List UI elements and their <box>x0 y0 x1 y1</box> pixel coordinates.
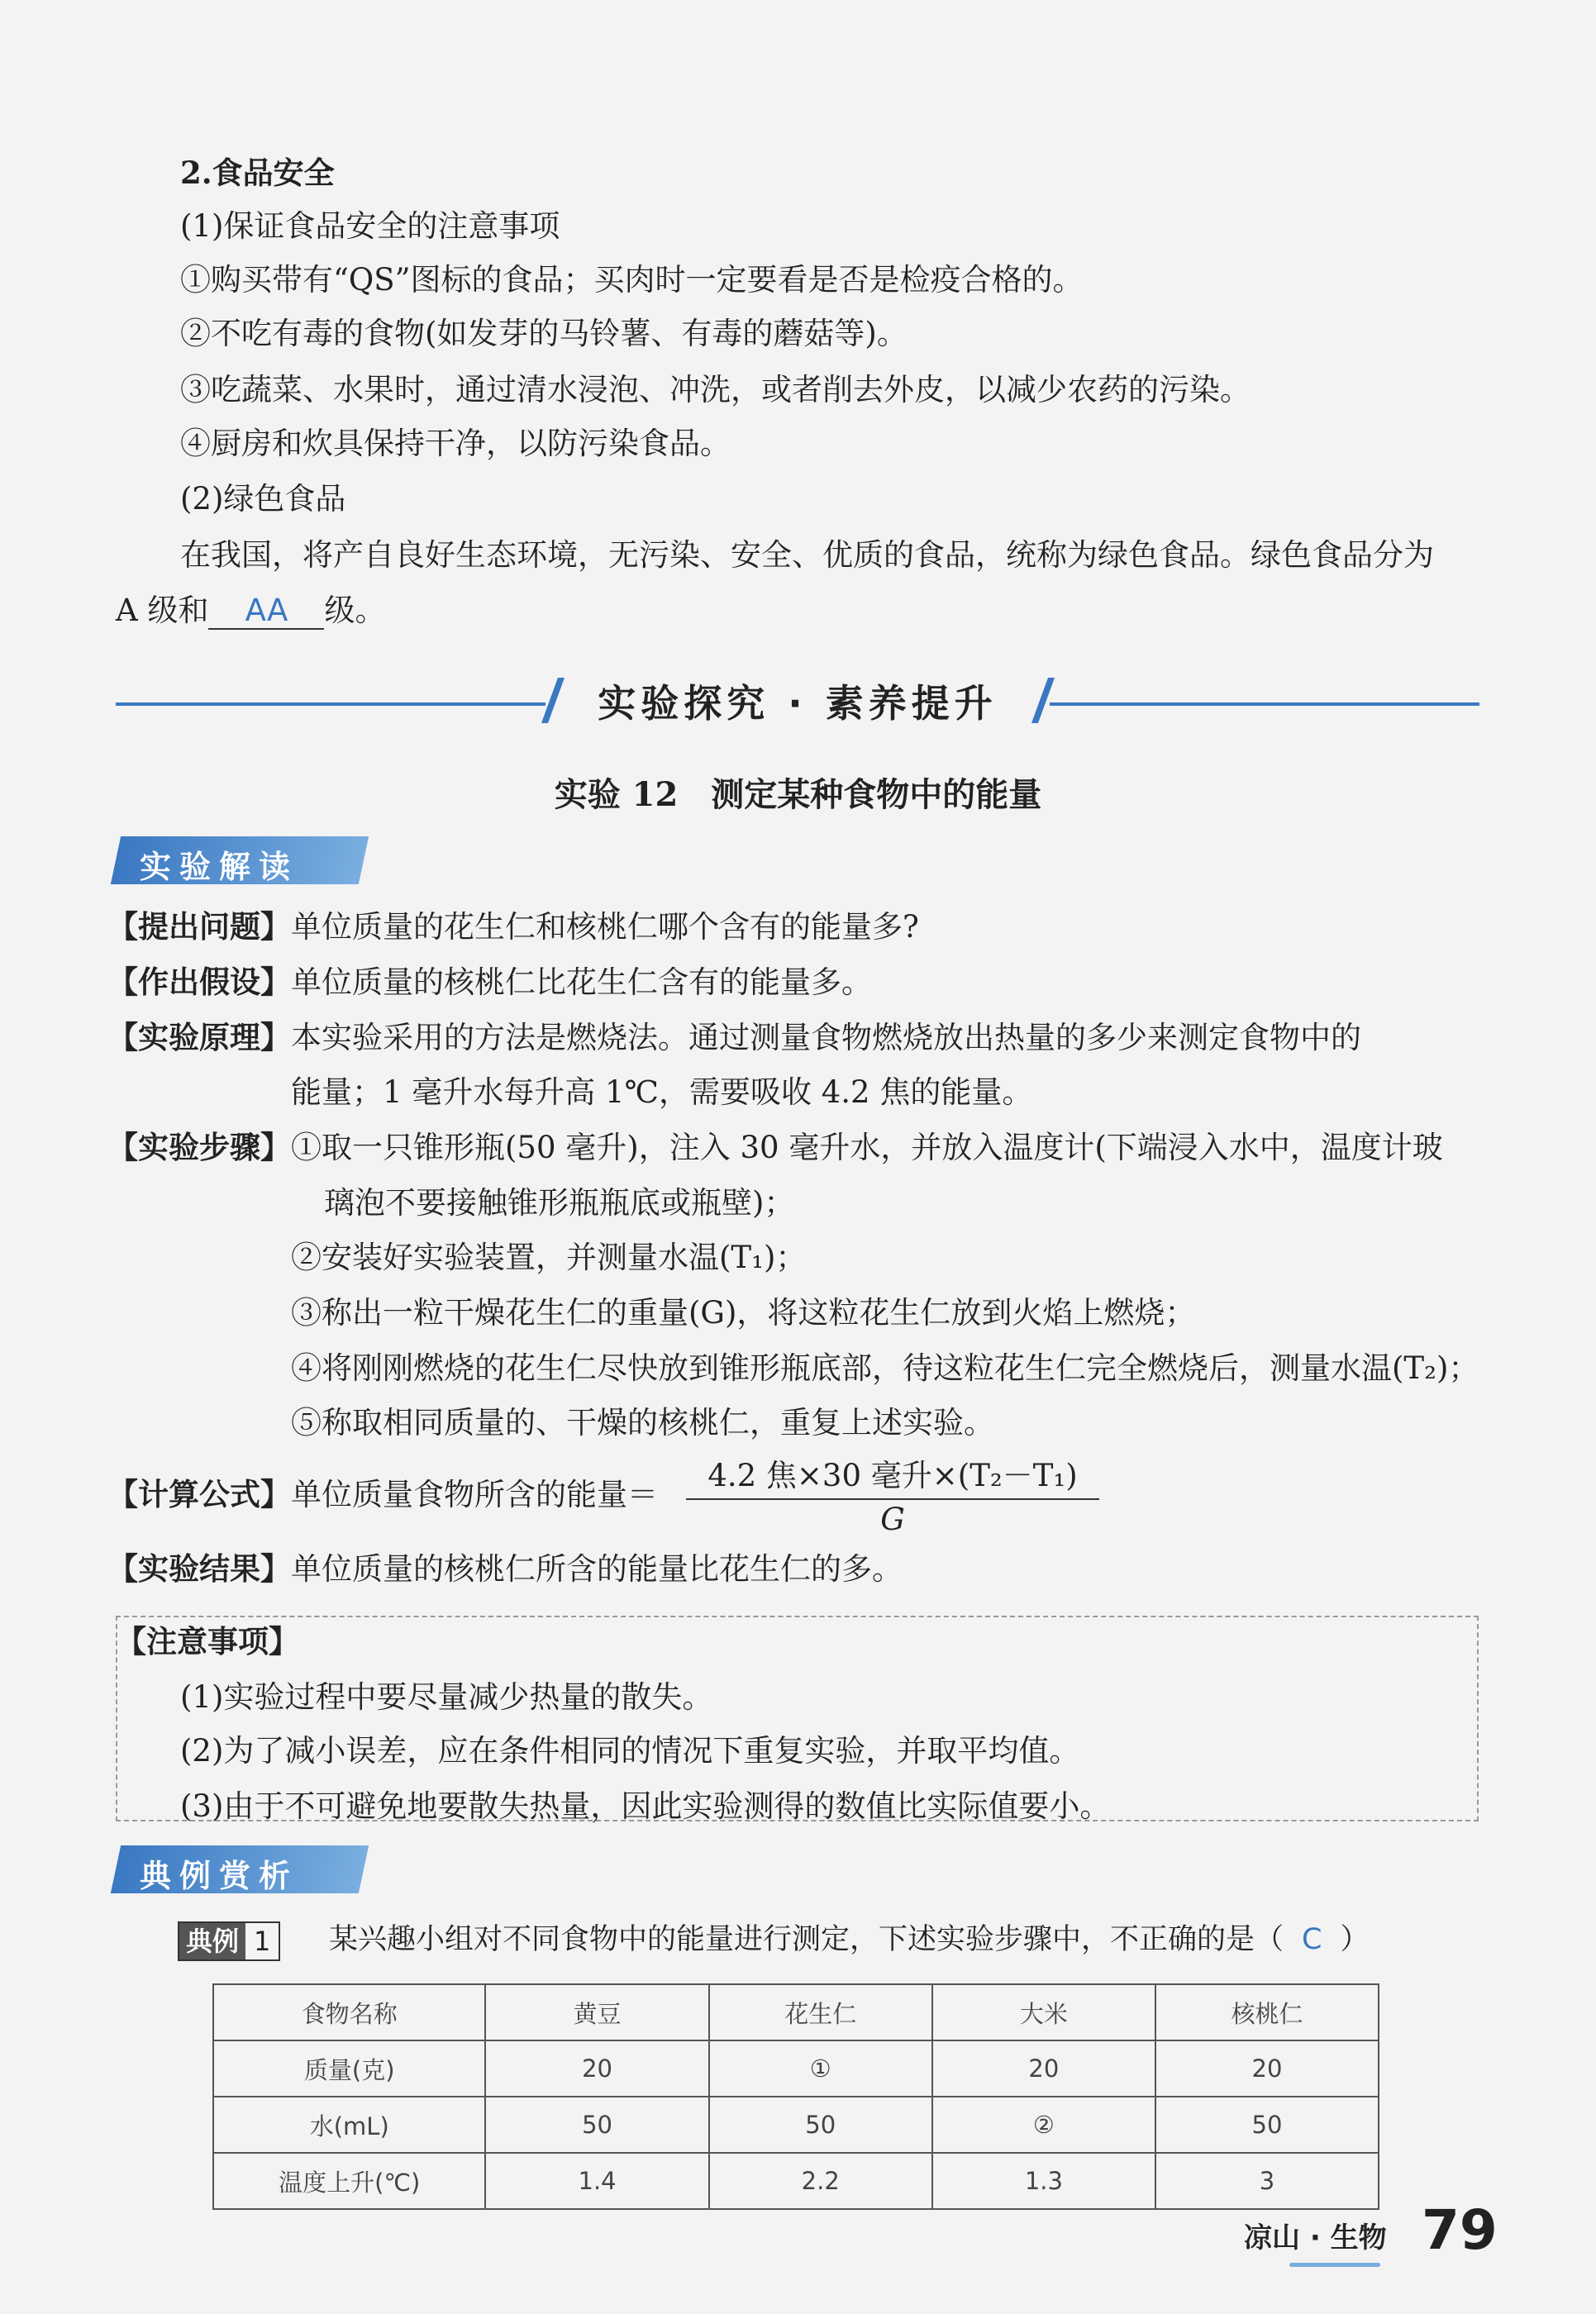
example-close-paren: ） <box>1340 1923 1370 1956</box>
table-cell: 1.4 <box>485 2153 708 2209</box>
precaution-item-1: ①购买带有“QS”图标的食品；买肉时一定要看是否是检疫合格的。 <box>180 262 1084 298</box>
banner-line-left <box>116 702 545 706</box>
tag-label: 典例赏析 <box>140 1858 299 1894</box>
label-steps: 【实验步骤】 <box>107 1130 291 1165</box>
table-cell: ① <box>709 2040 932 2097</box>
footer-decoration <box>1289 2263 1380 2267</box>
tag-experiment-interpretation <box>111 836 369 884</box>
banner-line-right <box>1050 702 1479 706</box>
result-text: 单位质量的核桃仁所含的能量比花生仁的多。 <box>291 1551 903 1587</box>
formula-row <box>107 1475 658 1515</box>
label-formula: 【计算公式】 <box>107 1477 291 1512</box>
note-1: (1)实验过程中要尽量减少热量的散失。 <box>180 1679 713 1715</box>
example-badge <box>178 1921 280 1961</box>
example-question-text: 某兴趣小组对不同食物中的能量进行测定，下述实验步骤中，不正确的是（ <box>329 1923 1284 1956</box>
precaution-item-4: ④厨房和炊具保持干净，以防污染食品。 <box>180 426 731 461</box>
hypothesis-text: 单位质量的核桃仁比花生仁含有的能量多。 <box>291 964 872 1000</box>
principle-line2: 能量；1 毫升水每升高 1℃，需要吸收 4.2 焦的能量。 <box>291 1074 1033 1110</box>
principle-row <box>107 1018 1361 1058</box>
table-cell: 1.3 <box>932 2153 1155 2209</box>
subheading-green-food: (2)绿色食品 <box>180 481 346 517</box>
question-row <box>107 907 919 947</box>
section-heading-food-safety: 2.食品安全 <box>180 155 335 191</box>
table-header-cell: 核桃仁 <box>1155 1984 1379 2040</box>
table-cell: 50 <box>1155 2097 1379 2153</box>
result-row <box>107 1550 903 1589</box>
label-question: 【提出问题】 <box>107 909 291 945</box>
step-2: ②安装好实验装置，并测量水温(T₁)； <box>291 1240 807 1275</box>
label-principle: 【实验原理】 <box>107 1020 291 1055</box>
example-question <box>329 1920 1369 1959</box>
principle-line1: 本实验采用的方法是燃烧法。通过测量食物燃烧放出热量的多少来测定食物中的 <box>291 1020 1361 1055</box>
example-badge-number: 1 <box>254 1926 271 1957</box>
note-2: (2)为了减小误差，应在条件相同的情况下重复实验，并取平均值。 <box>180 1733 1080 1769</box>
table-row <box>213 2040 1379 2097</box>
table-cell: 20 <box>1155 2040 1379 2097</box>
footer-subject: 凉山 · 生物 <box>1244 2221 1387 2254</box>
subheading-precautions: (1)保证食品安全的注意事项 <box>180 208 560 244</box>
step-1-line1: ①取一只锥形瓶(50 毫升)，注入 30 毫升水，并放入温度计(下端浸入水中，温度计玻 <box>291 1130 1443 1165</box>
table-header-row <box>213 1984 1379 2040</box>
paragraph-prefix: A 级和 <box>116 593 209 628</box>
table-cell: 20 <box>485 2040 708 2097</box>
step-5: ⑤称取相同质量的、干燥的核桃仁，重复上述实验。 <box>291 1405 994 1440</box>
formula-numerator: 4.2 焦×30 毫升×(T₂－T₁) <box>686 1450 1099 1500</box>
page-number: 79 <box>1422 2198 1498 2262</box>
formula-text: 单位质量食物所含的能量＝ <box>291 1477 658 1512</box>
table-cell: 温度上升(℃) <box>213 2153 485 2209</box>
food-energy-table <box>212 1983 1379 2210</box>
table-cell: 2.2 <box>709 2153 932 2209</box>
experiment-title: 实验 12 测定某种食物中的能量 <box>554 775 1042 814</box>
question-text: 单位质量的花生仁和核桃仁哪个含有的能量多? <box>291 909 919 945</box>
table-cell: ② <box>932 2097 1155 2153</box>
green-food-paragraph-line1: 在我国，将产自良好生态环境，无污染、安全、优质的食品，统称为绿色食品。绿色食品分为 <box>180 537 1434 573</box>
example-badge-label: 典例 <box>179 1923 245 1959</box>
banner-slash-left <box>541 678 565 723</box>
precaution-item-3: ③吃蔬菜、水果时，通过清水浸泡、冲洗，或者削去外皮，以减少农药的污染。 <box>180 372 1251 407</box>
table-header-cell: 黄豆 <box>485 1984 708 2040</box>
table-cell: 20 <box>932 2040 1155 2097</box>
table-cell: 3 <box>1155 2153 1379 2209</box>
label-notes: 【注意事项】 <box>116 1624 299 1659</box>
table-header-cell: 大米 <box>932 1984 1155 2040</box>
label-hypothesis: 【作出假设】 <box>107 964 291 1000</box>
banner-slash-right <box>1031 678 1055 723</box>
step-1-line2: 璃泡不要接触锥形瓶瓶底或瓶壁)； <box>324 1185 795 1221</box>
example-answer: C <box>1302 1923 1322 1956</box>
table-row <box>213 2097 1379 2153</box>
table-header-cell: 花生仁 <box>709 1984 932 2040</box>
label-result: 【实验结果】 <box>107 1551 291 1587</box>
table-cell: 50 <box>485 2097 708 2153</box>
section-banner-title: 实验探究 · 素养提升 <box>598 681 998 726</box>
precaution-item-2: ②不吃有毒的食物(如发芽的马铃薯、有毒的蘑菇等)。 <box>180 316 908 351</box>
step-4: ④将刚刚燃烧的花生仁尽快放到锥形瓶底部，待这粒花生仁完全燃烧后，测量水温(T₂)； <box>291 1350 1479 1386</box>
formula-fraction <box>686 1450 1099 1537</box>
table-row <box>213 2153 1379 2209</box>
paragraph-suffix: 级。 <box>324 593 386 628</box>
steps-row <box>107 1128 1443 1168</box>
table-header-cell: 食物名称 <box>213 1984 485 2040</box>
hypothesis-row <box>107 963 872 1002</box>
green-food-paragraph-line2 <box>116 591 385 631</box>
tag-example-analysis <box>111 1845 369 1893</box>
table-cell: 50 <box>709 2097 932 2153</box>
table-cell: 质量(克) <box>213 2040 485 2097</box>
tag-label: 实验解读 <box>140 849 299 885</box>
table-cell: 水(mL) <box>213 2097 485 2153</box>
fill-in-blank-answer: AA <box>208 593 324 630</box>
step-3: ③称出一粒干燥花生仁的重量(G)，将这粒花生仁放到火焰上燃烧； <box>291 1295 1196 1331</box>
note-3: (3)由于不可避免地要散失热量，因此实验测得的数值比实际值要小。 <box>180 1788 1111 1824</box>
formula-denominator: G <box>880 1502 905 1537</box>
